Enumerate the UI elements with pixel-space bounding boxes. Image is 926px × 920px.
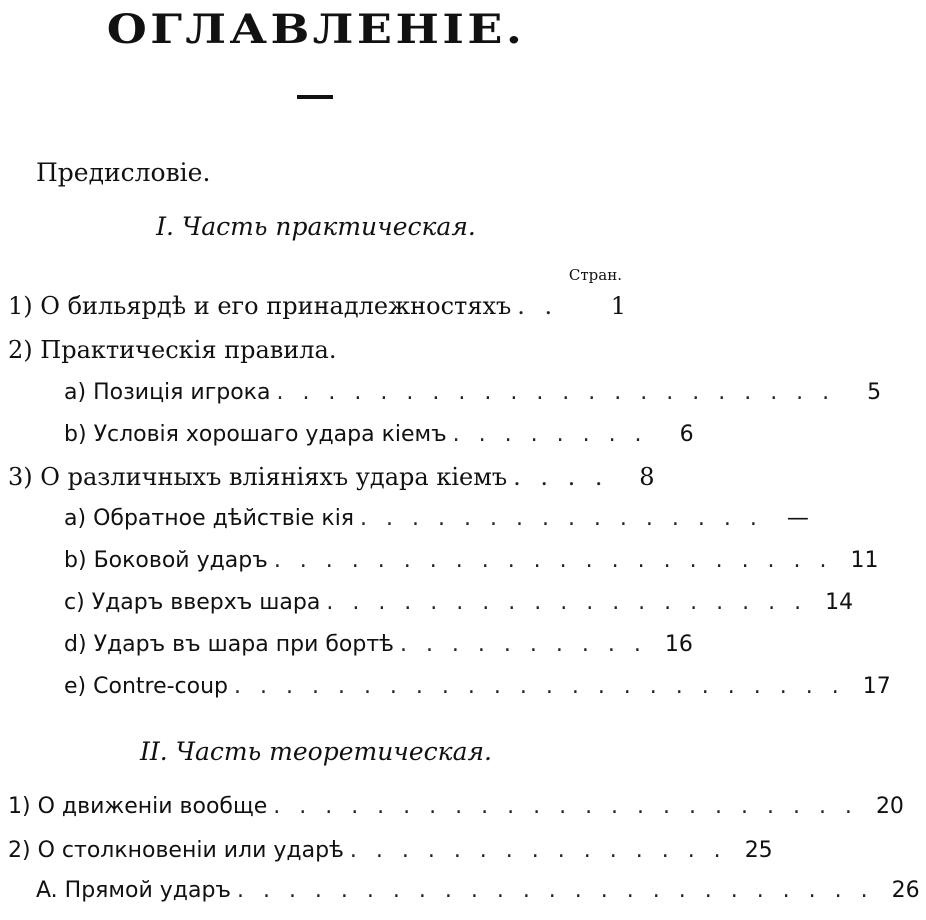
toc-entry: d) Ударъ въ шара при бортѣ . . . . . . . . . . 16: [64, 632, 693, 657]
toc-entry: 3) О различныхъ вліяніяхъ удара кіемъ . . . . 8: [8, 463, 655, 491]
toc-entry: e) Contre-coup . . . . . . . . . . . . . . . . . . . . . . . . 17: [64, 674, 891, 699]
pages-column-label: Стран.: [568, 266, 622, 284]
title-rule: [297, 95, 333, 99]
preface-entry: Предисловіе.: [36, 158, 211, 187]
toc-entry: b) Боковой ударъ . . . . . . . . . . . . . . . . . . . . . . 11: [64, 548, 879, 573]
part-one-heading: I. Часть практическая.: [156, 212, 476, 241]
toc-entry: A. Прямой ударъ . . . . . . . . . . . . . . . . . . . . . . . . . 26: [36, 878, 920, 903]
toc-title: ОГЛАВЛЕНІЕ.: [106, 6, 526, 53]
toc-entry: b) Условія хорошаго удара кіемъ . . . . . . . . 6: [64, 422, 694, 447]
toc-entry: c) Ударъ вверхъ шара . . . . . . . . . . . . . . . . . . . 14: [64, 590, 854, 615]
toc-entry: a) Обратное дѣйствіе кія . . . . . . . . . . . . . . . . —: [64, 506, 809, 531]
toc-entry: 2) О столкновеніи или ударѣ . . . . . . . . . . . . . . . 25: [8, 838, 773, 863]
toc-entry: 1) О движеніи вообще . . . . . . . . . . . . . . . . . . . . . . . 20: [8, 794, 904, 819]
toc-entry: a) Позиція игрока . . . . . . . . . . . . . . . . . . . . . . 5: [64, 380, 882, 405]
part-two-heading: II. Часть теоретическая.: [140, 737, 492, 766]
toc-entry: 2) Практическія правила.: [8, 336, 337, 364]
toc-entry: 1) О бильярдѣ и его принадлежностяхъ . . 1: [8, 292, 626, 320]
